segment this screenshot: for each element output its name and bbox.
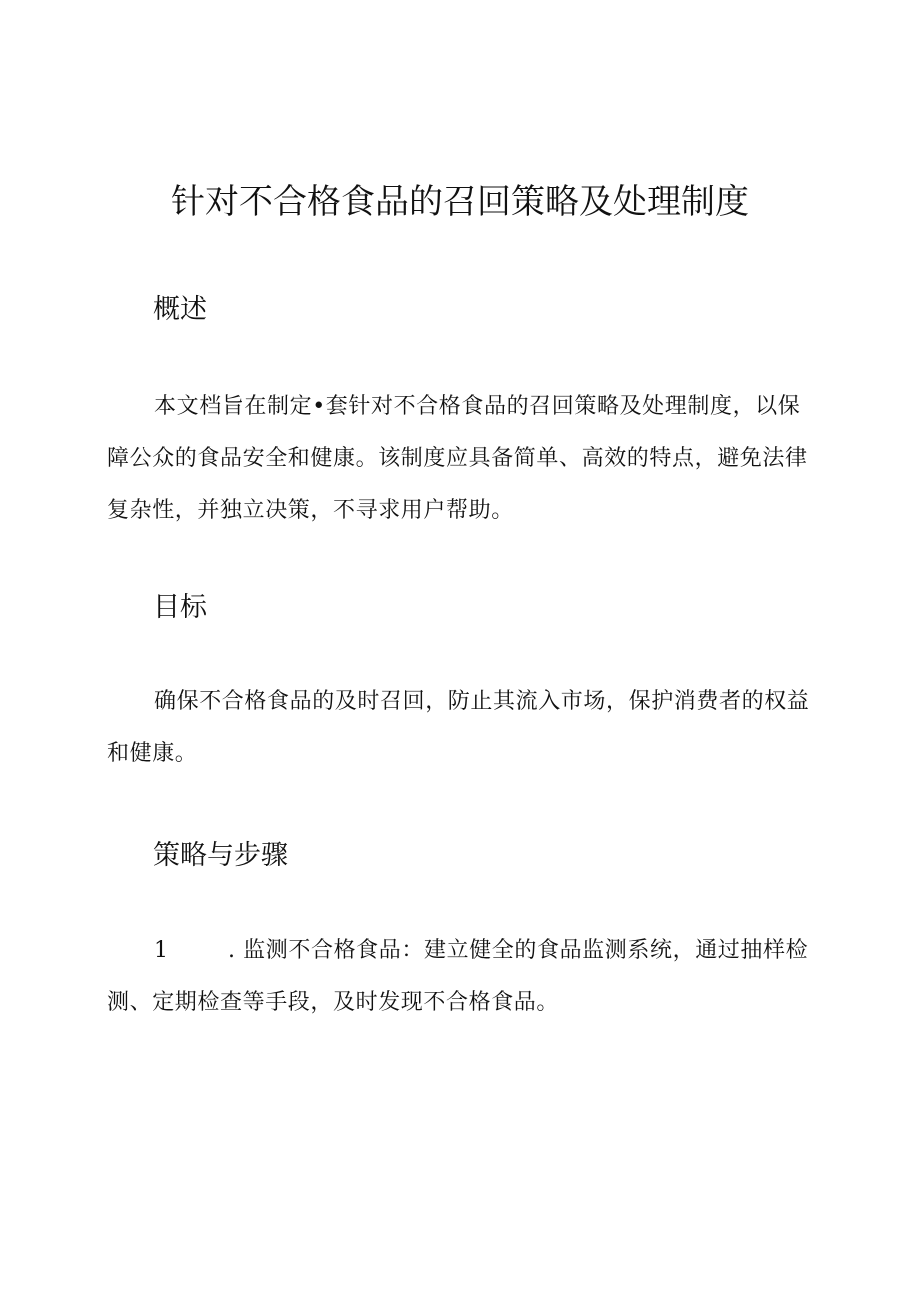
list-item-number: 1: [154, 938, 169, 963]
section-paragraph-goal: 确保不合格食品的及时召回，防止其流入市场，保护消费者的权益和健康。: [107, 689, 810, 766]
section-paragraph-overview: 本文档旨在制定•套针对不合格食品的召回策略及处理制度，以保障公众的食品安全和健康。该制度应具备简单、高效的特点，避免法律复杂性，并独立决策，不寻求用户帮助。: [107, 394, 808, 523]
document-title: 针对不合格食品的召回策略及处理制度: [171, 182, 749, 222]
section-heading-goal: 目标: [153, 592, 207, 623]
section-heading-strategy: 策略与步骤: [153, 840, 288, 871]
section-heading-overview: 概述: [153, 294, 207, 325]
strategy-list-item: [107, 925, 819, 1029]
list-item-text: . 监测不合格食品：建立健全的食品监测系统，通过抽样检测、定期检查等手段，及时发现不合格食品。: [107, 938, 809, 1015]
